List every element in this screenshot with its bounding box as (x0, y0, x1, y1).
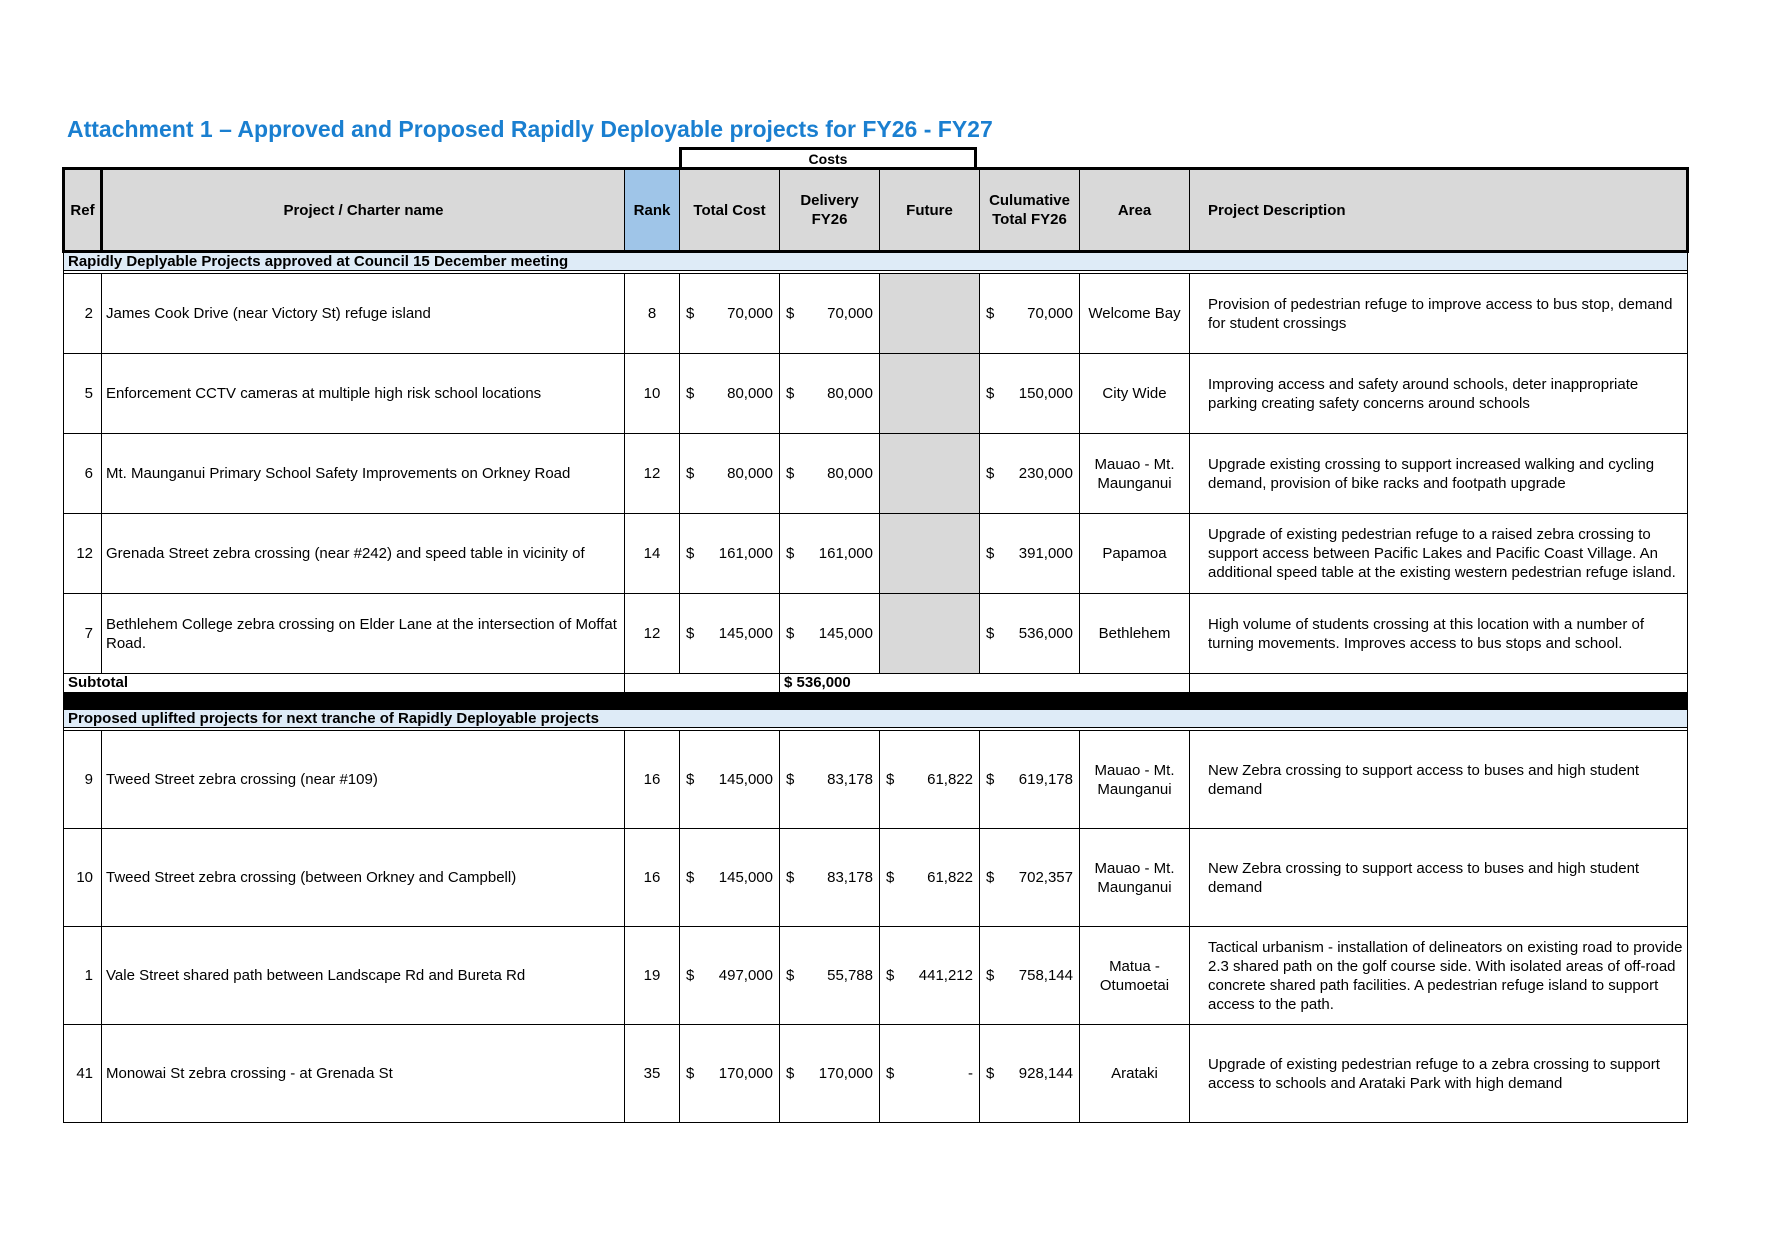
section-header-row (64, 252, 1688, 271)
currency-symbol: $ (786, 465, 795, 482)
description-cell: New Zebra crossing to support access to buses and high student demand (1190, 829, 1688, 927)
currency-symbol: $ (786, 967, 795, 984)
black-separator (64, 693, 1688, 710)
currency-symbol: $ (786, 625, 795, 642)
ref-cell: 6 (64, 434, 102, 514)
area-cell: Bethlehem (1080, 594, 1190, 674)
table-row (64, 1025, 1688, 1123)
future-cell-amount: 61,822 (927, 771, 973, 788)
rank-cell: 10 (625, 354, 680, 434)
rank-cell: 35 (625, 1025, 680, 1123)
cumulative-cell (980, 354, 1080, 434)
delivery-fy26-cell (780, 354, 880, 434)
project-name-cell: Tweed Street zebra crossing (between Orkney and Campbell) (102, 829, 625, 927)
currency-symbol: $ (786, 545, 795, 562)
ref-cell: 12 (64, 514, 102, 594)
col-header-rank: Rank (625, 169, 680, 252)
area-cell: Welcome Bay (1080, 274, 1190, 354)
cumulative-cell (980, 927, 1080, 1025)
total-cost-cell-amount: 145,000 (718, 625, 773, 642)
description-cell: Upgrade of existing pedestrian refuge to a zebra crossing to support access to schools and Arataki Park with high demand (1190, 1025, 1688, 1123)
col-header-name: Project / Charter name (102, 169, 625, 252)
table-row (64, 514, 1688, 594)
cumulative-cell-amount: 619,178 (1018, 771, 1073, 788)
delivery-fy26-cell-amount: 161,000 (818, 545, 873, 562)
col-header-delivery-fy26: Delivery FY26 (780, 169, 880, 252)
currency-symbol: $ (986, 967, 995, 984)
delivery-fy26-cell-amount: 55,788 (827, 967, 873, 984)
future-cell-amount: 61,822 (927, 869, 973, 886)
ref-cell: 2 (64, 274, 102, 354)
description-cell: Upgrade of existing pedestrian refuge to a raised zebra crossing to support access between Pacific Lakes and Pacific Coast Village. An additional speed table at the existing western pedestrian refuge island. (1190, 514, 1688, 594)
project-name-cell: Enforcement CCTV cameras at multiple high risk school locations (102, 354, 625, 434)
total-cost-cell (680, 434, 780, 514)
rank-cell: 12 (625, 594, 680, 674)
total-cost-cell (680, 354, 780, 434)
rank-cell: 14 (625, 514, 680, 594)
currency-symbol: $ (786, 869, 795, 886)
project-name-cell: Vale Street shared path between Landscape Rd and Bureta Rd (102, 927, 625, 1025)
ref-cell: 9 (64, 731, 102, 829)
total-cost-cell-amount: 80,000 (727, 385, 773, 402)
area-cell: Mauao - Mt. Maunganui (1080, 829, 1190, 927)
area-cell: Arataki (1080, 1025, 1190, 1123)
currency-symbol: $ (686, 1065, 695, 1082)
col-header-area: Area (1080, 169, 1190, 252)
delivery-fy26-cell-amount: 80,000 (827, 465, 873, 482)
project-name-cell: James Cook Drive (near Victory St) refuge island (102, 274, 625, 354)
rank-cell: 8 (625, 274, 680, 354)
currency-symbol: $ (686, 967, 695, 984)
project-name-cell: Tweed Street zebra crossing (near #109) (102, 731, 625, 829)
subtotal-row (64, 674, 1688, 693)
col-header-total-cost: Total Cost (680, 169, 780, 252)
future-cell-amount: 441,212 (918, 967, 973, 984)
area-cell: City Wide (1080, 354, 1190, 434)
costs-group-header: Costs (679, 147, 977, 167)
table-row (64, 274, 1688, 354)
rank-cell: 16 (625, 829, 680, 927)
currency-symbol: $ (686, 625, 695, 642)
delivery-fy26-cell (780, 829, 880, 927)
total-cost-cell (680, 927, 780, 1025)
rank-cell: 19 (625, 927, 680, 1025)
cumulative-cell (980, 274, 1080, 354)
currency-symbol: $ (986, 305, 995, 322)
subtotal-spacer (625, 674, 780, 693)
cumulative-cell-amount: 150,000 (1018, 385, 1073, 402)
subtotal-blank (1190, 674, 1688, 693)
future-cell (880, 354, 980, 434)
currency-symbol: $ (886, 771, 895, 788)
total-cost-cell (680, 514, 780, 594)
currency-symbol: $ (786, 771, 795, 788)
delivery-fy26-cell (780, 274, 880, 354)
ref-cell: 7 (64, 594, 102, 674)
col-header-future: Future (880, 169, 980, 252)
description-cell: Provision of pedestrian refuge to improve access to bus stop, demand for student crossings (1190, 274, 1688, 354)
cumulative-cell-amount: 230,000 (1018, 465, 1073, 482)
delivery-fy26-cell-amount: 83,178 (827, 869, 873, 886)
description-cell: Improving access and safety around schools, deter inappropriate parking creating safety concerns around schools (1190, 354, 1688, 434)
cumulative-cell-amount: 391,000 (1018, 545, 1073, 562)
cumulative-cell-amount: 758,144 (1018, 967, 1073, 984)
project-name-cell: Bethlehem College zebra crossing on Elder Lane at the intersection of Moffat Road. (102, 594, 625, 674)
cumulative-cell-amount: 702,357 (1018, 869, 1073, 886)
currency-symbol: $ (886, 1065, 895, 1082)
cumulative-cell-amount: 70,000 (1027, 305, 1073, 322)
total-cost-cell (680, 274, 780, 354)
col-header-description: Project Description (1190, 169, 1688, 252)
future-cell (880, 594, 980, 674)
currency-symbol: $ (686, 869, 695, 886)
future-cell (880, 731, 980, 829)
delivery-fy26-cell-amount: 83,178 (827, 771, 873, 788)
currency-symbol: $ (986, 625, 995, 642)
future-cell (880, 829, 980, 927)
black-separator-row (64, 693, 1688, 710)
approved-projects-body (64, 252, 1688, 674)
cumulative-cell-amount: 536,000 (1018, 625, 1073, 642)
currency-symbol: $ (986, 771, 995, 788)
total-cost-cell-amount: 170,000 (718, 1065, 773, 1082)
cumulative-cell (980, 829, 1080, 927)
document-title: Attachment 1 – Approved and Proposed Rapidly Deployable projects for FY26 - FY27 (67, 116, 993, 142)
projects-table (62, 167, 1689, 1123)
ref-cell: 10 (64, 829, 102, 927)
description-cell: Tactical urbanism - installation of delineators on existing road to provide 2.3 shared path on the golf course side. With isolated areas of off-road concrete shared path facilities. A pedestrian refuge island to support access to the path. (1190, 927, 1688, 1025)
table-row (64, 829, 1688, 927)
delivery-fy26-cell-amount: 70,000 (827, 305, 873, 322)
currency-symbol: $ (986, 545, 995, 562)
future-cell (880, 1025, 980, 1123)
delivery-fy26-cell (780, 434, 880, 514)
area-cell: Mauao - Mt. Maunganui (1080, 434, 1190, 514)
currency-symbol: $ (986, 385, 995, 402)
future-cell-amount: - (968, 1065, 973, 1082)
currency-symbol: $ (786, 305, 795, 322)
total-cost-cell-amount: 145,000 (718, 869, 773, 886)
section-header-row (64, 710, 1688, 728)
future-cell (880, 434, 980, 514)
currency-symbol: $ (986, 1065, 995, 1082)
header-row (64, 169, 1688, 252)
future-cell (880, 927, 980, 1025)
proposed-projects-body (64, 731, 1688, 1123)
subtotal-label: Subtotal (64, 674, 625, 693)
cumulative-cell (980, 594, 1080, 674)
col-header-ref: Ref (64, 169, 102, 252)
section-title: Rapidly Deplyable Projects approved at Council 15 December meeting (64, 252, 1688, 271)
cumulative-cell (980, 731, 1080, 829)
delivery-fy26-cell-amount: 145,000 (818, 625, 873, 642)
subtotal-value: $ 536,000 (780, 674, 1190, 693)
description-cell: High volume of students crossing at this location with a number of turning movements. Improves access to bus stops and school. (1190, 594, 1688, 674)
delivery-fy26-cell-amount: 170,000 (818, 1065, 873, 1082)
currency-symbol: $ (786, 385, 795, 402)
currency-symbol: $ (986, 869, 995, 886)
ref-cell: 1 (64, 927, 102, 1025)
project-name-cell: Monowai St zebra crossing - at Grenada St (102, 1025, 625, 1123)
area-cell: Mauao - Mt. Maunganui (1080, 731, 1190, 829)
col-header-cumulative: Culumative Total FY26 (980, 169, 1080, 252)
currency-symbol: $ (786, 1065, 795, 1082)
total-cost-cell (680, 731, 780, 829)
future-cell (880, 274, 980, 354)
project-name-cell: Mt. Maunganui Primary School Safety Improvements on Orkney Road (102, 434, 625, 514)
ref-cell: 5 (64, 354, 102, 434)
total-cost-cell-amount: 145,000 (718, 771, 773, 788)
table-row (64, 927, 1688, 1025)
total-cost-cell-amount: 80,000 (727, 465, 773, 482)
future-cell (880, 514, 980, 594)
total-cost-cell-amount: 161,000 (718, 545, 773, 562)
table-row (64, 434, 1688, 514)
currency-symbol: $ (886, 967, 895, 984)
rank-cell: 12 (625, 434, 680, 514)
cumulative-cell (980, 1025, 1080, 1123)
currency-symbol: $ (686, 771, 695, 788)
delivery-fy26-cell (780, 927, 880, 1025)
delivery-fy26-cell (780, 514, 880, 594)
currency-symbol: $ (686, 385, 695, 402)
currency-symbol: $ (886, 869, 895, 886)
cumulative-cell-amount: 928,144 (1018, 1065, 1073, 1082)
delivery-fy26-cell (780, 594, 880, 674)
table-row (64, 594, 1688, 674)
delivery-fy26-cell (780, 731, 880, 829)
section-title: Proposed uplifted projects for next tranche of Rapidly Deployable projects (64, 710, 1688, 728)
description-cell: Upgrade existing crossing to support increased walking and cycling demand, provision of bike racks and footpath upgrade (1190, 434, 1688, 514)
delivery-fy26-cell-amount: 80,000 (827, 385, 873, 402)
currency-symbol: $ (686, 545, 695, 562)
cumulative-cell (980, 514, 1080, 594)
approved-subtotal-body (64, 674, 1688, 731)
table-row (64, 731, 1688, 829)
area-cell: Papamoa (1080, 514, 1190, 594)
delivery-fy26-cell (780, 1025, 880, 1123)
currency-symbol: $ (686, 305, 695, 322)
area-cell: Matua - Otumoetai (1080, 927, 1190, 1025)
rank-cell: 16 (625, 731, 680, 829)
cumulative-cell (980, 434, 1080, 514)
currency-symbol: $ (986, 465, 995, 482)
total-cost-cell (680, 594, 780, 674)
table-row (64, 354, 1688, 434)
total-cost-cell (680, 1025, 780, 1123)
ref-cell: 41 (64, 1025, 102, 1123)
project-name-cell: Grenada Street zebra crossing (near #242) and speed table in vicinity of (102, 514, 625, 594)
total-cost-cell-amount: 497,000 (718, 967, 773, 984)
total-cost-cell (680, 829, 780, 927)
total-cost-cell-amount: 70,000 (727, 305, 773, 322)
currency-symbol: $ (686, 465, 695, 482)
description-cell: New Zebra crossing to support access to buses and high student demand (1190, 731, 1688, 829)
